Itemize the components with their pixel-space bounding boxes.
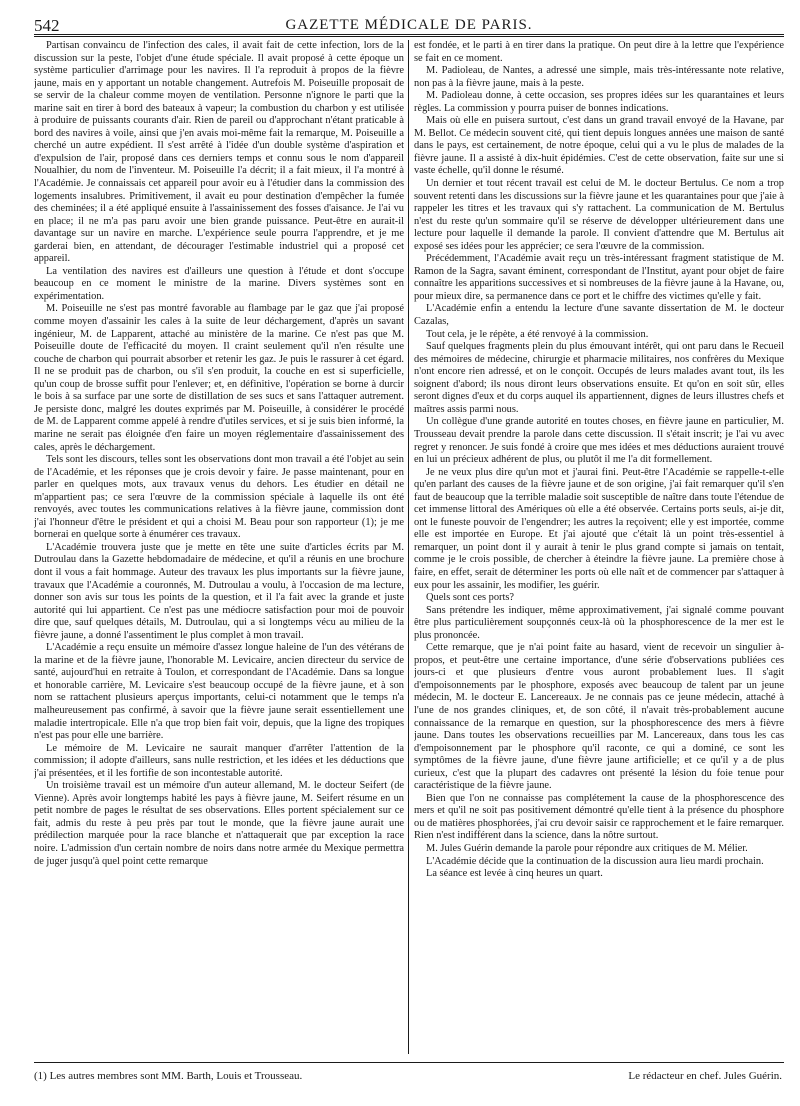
paragraph: L'Académie décide que la continuation de la discussion aura lieu mardi prochain. — [426, 855, 764, 867]
left-column — [34, 40, 404, 1054]
footer-rule — [34, 1062, 784, 1063]
paragraph: M. Padioleau, de Nantes, a adressé une simple, mais très-intéressante note relative, non pas à la fièvre jaune, mais à la peste. — [414, 65, 784, 89]
paragraph: M. Padioleau donne, à cette occasion, ses propres idées sur les quarantaines et leurs règles. La commission y pourra puiser de bonnes indications. — [414, 90, 784, 114]
paragraph: Un collègue d'une grande autorité en toutes choses, en fièvre jaune en particulier, M. Trousseau devait prendre la parole dans cette discussion. Il s'était inscrit; je l'ai vu avec regret y renoncer. Je suis fondé à croire que mes idées et mes déductions auraient trouvé en lui un précieux adhérent de plus, ou plutôt il me l'a dit formellement. — [414, 416, 784, 466]
paragraph: est fondée, et le parti à en tirer dans la pratique. On peut dire à la lettre que l'expérience se fait en ce moment. — [414, 40, 784, 64]
header-rule — [34, 34, 784, 37]
paragraph: La séance est levée à cinq heures un quart. — [426, 868, 603, 880]
paragraph: Quels sont ces ports? — [426, 592, 515, 604]
column-divider — [408, 40, 409, 1054]
paragraph: L'Académie a reçu ensuite un mémoire d'assez longue haleine de l'un des vétérans de la marine et de la fièvre jaune, l'honorable M. Levicaire, ancien directeur du service de santé, aujourd'hui en retraite à Toulon, et correspondant de l'Académie. Dans sa longue et honorable carrière, M. Levicaire s'est beaucoup occupé de la fièvre jaune, et à son nom se rattachent plusieurs aperçus importants, celui-ci notamment que le temps n'a malheureusement pas confirmé, à savoir que la fièvre jaune serait essentiellement une maladie intertropicale. Elle n'a que trop bien fait voir, depuis, que la ligne des tropiques n'est pas pour elle une barrière. — [34, 642, 404, 742]
right-column — [414, 40, 784, 1054]
paragraph: L'Académie trouvera juste que je mette en tête une suite d'articles écrits par M. Dutroulau dans la Gazette hebdomadaire de médecine, et qu'il a réunis en une brochure dont il vous a fait hommage. Auteur des travaux les plus importants sur la fièvre jaune, travaux que l'Académie a couronnés, M. Dutroulau a voulu, à l'occasion de ma lecture, donner son avis sur tous les points de la question, et il l'a fait avec la grande et juste autorité qui lui appartient. Ce n'est pas une médiocre satisfaction pour moi de pouvoir dire que, sauf quelques détails, M. Dutroulau, qui a si longtemps vécu au milieu de la fièvre jaune, a donné l'assentiment le plus complet à mon travail. — [34, 541, 404, 641]
paragraph: Tels sont les discours, telles sont les observations dont mon travail a été l'objet au sein de l'Académie, et les réponses que je crois devoir y faire. Je passe maintenant, pour en parler en quelques mots, aux travaux venus du dehors. Les étudier en détail ne m'appartient pas; ce sera l'œuvre de la commission spéciale à laquelle ils ont été renvoyés, avec toutes les communications relatives à la fièvre jaune, commission dont j'ai l'honneur d'être le président et qui a choisi M. Beau pour son rapporteur (1); je me bornerai en quelque sorte à énumérer ces travaux. — [34, 454, 404, 541]
paragraph: M. Jules Guérin demande la parole pour répondre aux critiques de M. Mélier. — [426, 843, 748, 854]
paragraph: L'Académie enfin a entendu la lecture d'une savante dissertation de M. le docteur Cazalas, — [414, 303, 784, 328]
paragraph: Je ne veux plus dire qu'un mot et j'aurai fini. Peut-être l'Académie se rappelle-t-elle qu'en parlant des causes de la fièvre jaune et de son origine, j'ai fait remarquer qu'il s'en faut de beaucoup que la terrible maladie soit susceptible de naître dans toute l'étendue de cet immense littoral des Amériques où elle a été observée. Certains ports seuls, ai-je dit, ont le funeste pouvoir de l'engendrer; les autres la reçoivent; elle y est importée, comme elle est importée en Europe. Et j'ai ajouté que c'était là un point très-essentiel à remarquer, un point dont il y aurait à tenir le plus grand compte si jamais on tentait, comme je le crois possible, de chercher à éteindre la fièvre jaune. La première chose à faire, en effet, serait de déterminer les ports où elle naît et de commencer par s'attaquer à eux pour les assainir, les modifier, les guérir. — [414, 466, 784, 591]
paragraph: Partisan convaincu de l'infection des cales, il avait fait de cette infection, lors de la discussion sur la peste, l'objet d'une étude spéciale. Il avait proposé à cette époque un système particulier d'arrimage pour les navires. Il l'a reproduit à propos de la fièvre jaune, mais en y apportant un notable changement. Autrefois M. Poiseuille proposait de se servir de la chaleur comme moyen de ventilation. Personne n'ignore le parti que la marine sait en tirer à bord des bateaux à vapeur; la combustion du charbon y est utilisée à produire de puissants courants d'air. Rien de pareil ou d'approchant n'étant praticable à bord des navires à voile, ainsi que j'en avais moi-même fait la remarque, M. Poiseuille a cherché un autre expédient. Il s'est arrêté à l'idée d'un double système d'aspiration et d'expulsion de l'air, proposé dans ces derniers temps et connu sous le nom d'appareil Noualhier, du nom de l'inventeur. M. Poiseuille l'a décrit; il a fait mieux, il l'a montré à l'Académie. Je connaissais cet appareil pour avoir eu à l'étudier dans la commission des logements insalubres. Primitivement, il avait eu pour destination d'empêcher la fumée des cheminées; il a été appliqué ensuite à l'assainissement des fosses d'aisance. Je l'ai vu en place; il ne m'a pas paru avoir une bien grande puissance. Peut-être en aurait-il davantage sur un navire en marche. L'expérience seule pourra l'apprendre, et je me garderai bien, en attendant, de décourager l'estimable industriel qui a proposé cet appareil. — [34, 40, 404, 265]
page-number: 542 — [34, 16, 60, 35]
journal-title: GAZETTE MÉDICALE DE PARIS. — [285, 17, 533, 33]
paragraph: Sans prétendre les indiquer, même approximativement, j'ai signalé comme pouvant être plus particulièrement soupçonnés ceux-là où la phosphorescence de la mer est le plus prononcée. — [414, 604, 784, 641]
paragraph: Le mémoire de M. Levicaire ne saurait manquer d'arrêter l'attention de la commission; il adopte d'ailleurs, sans nulle restriction, et les idées et les déductions que j'ai présentées, et il les fortifie de son incontestable autorité. — [34, 742, 404, 779]
paragraph: M. Poiseuille ne s'est pas montré favorable au flambage par le gaz que j'ai proposé comme moyen d'assainir les cales à la suite de leur déchargement, d'après un savant ingénieur, M. de Lapparent, attaché au ministère de la marine. Ce n'est pas que M. Poiseuille doute de l'efficacité du moyen. Il craint seulement qu'il n'en résulte une couche de charbon qui pourrait absorber et retenir les gaz. Je puis le rassurer à cet égard. Il ne se produit pas de charbon, ou s'il s'en produit, la couche en est si superficielle, qu'un coup de brosse suffit pour l'enlever; et, en définitive, l'opération se borne à durcir le bois à sa surface par une sorte de distillation de ses sucs et sans l'attaquer autrement. Je persiste donc, malgré les doutes exprimés par M. Poiseuille, à considérer le procédé de M. de Lapparent comme appelé à rendre d'utiles services, et si je suis bien informé, la marine ne serait pas éloignée d'en faire un moyen réglementaire d'assainissement des cales, après le déchargement. — [34, 303, 404, 453]
paragraph: Un troisième travail est un mémoire d'un auteur allemand, M. le docteur Seifert (de Vienne). Après avoir longtemps habité les pays à fièvre jaune, M. Seifert résume en un petit nombre de pages le résultat de ses observations. Elles portent spécialement sur ce fait, admis du reste à peu près par tout le monde, que la fièvre jaune aurait une prédilection marquée pour la race blanche et n'attaquerait que par exception la race noire. L'admission d'un certain nombre de noirs dans notre armée du Mexique permettra de juger jusqu'à quel point cette remarque — [34, 780, 404, 867]
paragraph: Sauf quelques fragments plein du plus émouvant intérêt, qui ont paru dans le Recueil des mémoires de médecine, chirurgie et pharmacie militaires, nos confrères du Mexique n'ont encore rien adressé, et on le conçoit. Occupés de leurs malades avant tout, ils les soignent d'abord; ils nous diront leurs observations ensuite. Et qu'on en soit sûr, elles seront dignes d'eux et du corps auquel ils appartiennent, dignes de leurs illustres chefs et maîtres assis parmi nous. — [414, 341, 784, 415]
paragraph: Bien que l'on ne connaisse pas complétement la cause de la phosphorescence des mers et qu'il ne soit pas positivement démontré qu'elle tient à la présence du phosphore ou de matières phosphorées, j'ai cru devoir saisir ce rapprochement et le faire remarquer. Rien n'est indifférent dans la science, dans la nôtre surtout. — [414, 792, 784, 842]
paragraph: La ventilation des navires est d'ailleurs une question à l'étude et dont s'occupe beaucoup en ce moment le ministre de la marine. Divers systèmes sont en expérimentation. — [34, 265, 404, 302]
editor-signature: Le rédacteur en chef. Jules Guérin. — [628, 1070, 782, 1082]
footnote: (1) Les autres membres sont MM. Barth, Louis et Trousseau. — [34, 1070, 303, 1082]
paragraph: Mais où elle en puisera surtout, c'est dans un grand travail envoyé de la Havane, par M. Bellot. Ce médecin souvent cité, qui tient depuis longues années une maison de santé dans le pays, est certainement, de notre époque, celui qui a vu le plus de malades de la fièvre jaune. Il a assisté à dix-huit épidémies. C'est de cette observation, faite sur une si vaste échelle, qu'il donne le résumé. — [414, 115, 784, 177]
paragraph: Cette remarque, que je n'ai point faite au hasard, vient de recevoir un singulier à-propos, et peut-être une certaine importance, d'une série d'observations publiées ces jours-ci et que plusieurs d'entre vous auront probablement lues. Il s'agit d'empoisonnements par le phosphore, exposés avec beaucoup de talent par un jeune médecin, M. le docteur E. Lancereaux. Je ne connais pas ce jeune médecin, attaché à l'une de nos grandes cliniques, et, de son côté, il n'avait très-probablement aucune connaissance de la remarque en question, sur la phosphorescence des mers à fièvre jaune. Dans toutes les observations recueillies par M. Lancereaux, dans tous les cas d'empoisonnement par le phosphore qu'il raconte, ce qui a dominé, ce sont les symptômes de la fièvre jaune, d'une fièvre jaune artificielle; et ce qu'il y a de plus curieux, c'est que la plupart des cadavres ont présenté la lésion du foie tenue pour caractéristique de la fièvre jaune. — [414, 642, 784, 792]
paragraph: Tout cela, je le répète, a été renvoyé à la commission. — [426, 328, 649, 340]
paragraph: Précédemment, l'Académie avait reçu un très-intéressant fragment statistique de M. Ramon de la Sagra, savant éminent, correspondant de l'Institut, ayant pour objet de faire connaître les apparitions successives et si nombreuses de la fièvre jaune à la Havane, ou, pour mieux dire, sa permanence dans ce port et le chiffre des victimes qu'elle y fait. — [414, 253, 784, 302]
paragraph: Un dernier et tout récent travail est celui de M. le docteur Bertulus. Ce nom a trop souvent retenti dans les discussions sur la fièvre jaune et les quarantaines pour que j'aie à rappeler les titres et les travaux qui s'y rattachent. La communication de M. Bertulus n'est du reste qu'un sommaire qu'il se réserve de développer ultérieurement dans une lecture pour laquelle il demande la parole. Il convient d'attendre que M. Bertulus ait exposé ses idées pour les apprécier; ce sera l'œuvre de la commission. — [414, 178, 784, 252]
